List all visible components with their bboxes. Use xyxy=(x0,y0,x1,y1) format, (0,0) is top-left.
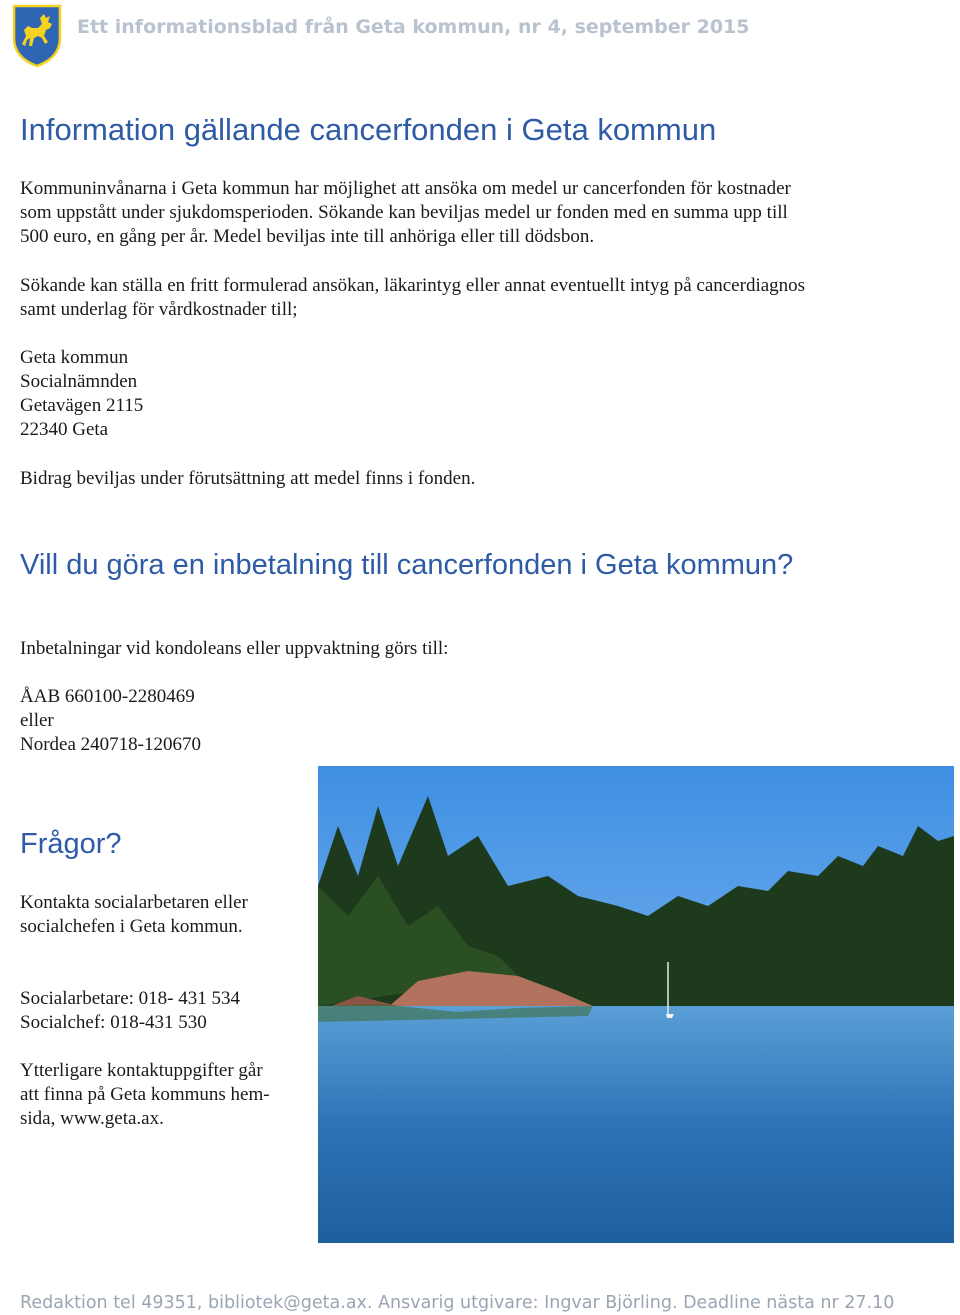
contact-paragraph xyxy=(20,891,248,939)
address-line: Geta kommun xyxy=(20,347,129,368)
application-line: samt underlag för vårdkostnader till; xyxy=(20,299,298,320)
more-info-line: sida, www.geta.ax. xyxy=(20,1108,164,1129)
application-paragraph xyxy=(20,274,805,322)
phone-block xyxy=(20,987,240,1035)
address-line: Socialnämnden xyxy=(20,371,138,392)
phone-line: Socialchef: 018-431 530 xyxy=(20,1012,207,1033)
condition-text: Bidrag beviljas under förutsättning att medel finns i fonden. xyxy=(20,468,476,489)
newsletter-header: Ett informationsblad från Geta kommun, nr 4, september 2015 xyxy=(77,16,750,38)
contact-line: Kontakta socialarbetaren eller xyxy=(20,892,248,913)
more-info-line: att finna på Geta kommuns hem- xyxy=(20,1084,270,1105)
account-block xyxy=(20,685,201,757)
account-line: Nordea 240718-120670 xyxy=(20,734,201,755)
main-heading: Information gällande cancerfonden i Geta kommun xyxy=(20,112,717,147)
payment-heading: Vill du göra en inbetalning till cancerfonden i Geta kommun? xyxy=(20,549,794,581)
phone-line: Socialarbetare: 018- 431 534 xyxy=(20,988,241,1009)
contact-line: socialchefen i Geta kommun. xyxy=(20,916,243,937)
payment-text: Inbetalningar vid kondoleans eller uppvaktning görs till: xyxy=(20,638,449,659)
more-info-line: Ytterligare kontaktuppgifter går xyxy=(20,1060,263,1081)
intro-paragraph xyxy=(20,177,791,249)
archipelago-lake-photo xyxy=(318,766,954,1243)
address-line: 22340 Geta xyxy=(20,419,109,440)
application-line: Sökande kan ställa en fritt formulerad ansökan, läkarintyg eller annat eventuellt intyg på cancerdiagnos xyxy=(20,275,806,296)
intro-line: som uppstått under sjukdomsperioden. Sökande kan beviljas medel ur fonden med en summa upp till xyxy=(20,202,788,223)
account-line: ÅAB 660100-2280469 xyxy=(20,686,195,707)
intro-line: 500 euro, en gång per år. Medel beviljas inte till anhöriga eller till dödsbon. xyxy=(20,226,595,247)
account-line: eller xyxy=(20,710,54,731)
address-block xyxy=(20,346,143,442)
intro-line: Kommuninvånarna i Geta kommun har möjlighet att ansöka om medel ur cancerfonden för kostnader xyxy=(20,178,791,199)
address-line: Getavägen 2115 xyxy=(20,395,144,416)
geta-kommun-crest-logo xyxy=(12,4,62,68)
questions-heading: Frågor? xyxy=(20,828,122,860)
more-info-paragraph xyxy=(20,1059,270,1131)
footer-credits: Redaktion tel 49351, bibliotek@geta.ax. Ansvarig utgivare: Ingvar Björling. Deadline nästa nr 27.10 xyxy=(20,1293,895,1313)
